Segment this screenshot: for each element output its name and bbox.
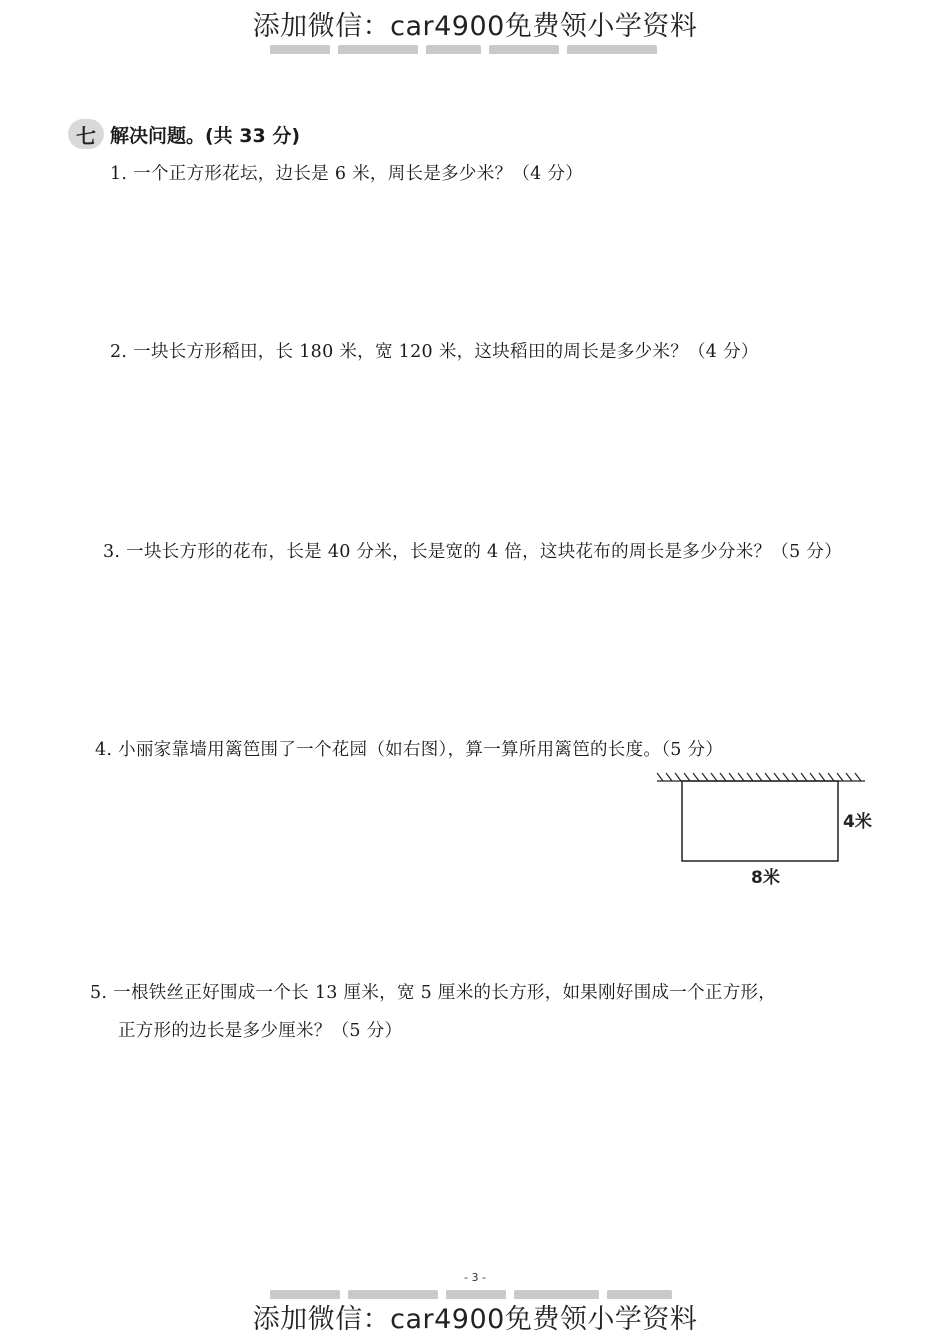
side-length-label: 4米 xyxy=(843,812,872,832)
question-1: 1. 一个正方形花坛，边长是 6 米，周长是多少米？（4 分） xyxy=(110,164,584,184)
hatch-tick xyxy=(783,773,789,781)
question-5-continuation: 正方形的边长是多少厘米？（5 分） xyxy=(118,1021,403,1041)
hatch-tick xyxy=(702,773,708,781)
watermark-bottom: 添加微信：car4900免费领小学资料 xyxy=(252,1304,698,1335)
wall-hatching xyxy=(657,773,865,781)
hatch-tick xyxy=(756,773,762,781)
hatch-tick xyxy=(693,773,699,781)
faded-header-text xyxy=(270,40,680,54)
hatch-tick xyxy=(810,773,816,781)
bottom-length-label: 8米 xyxy=(751,868,780,888)
garden-diagram xyxy=(655,768,895,898)
hatch-tick xyxy=(684,773,690,781)
hatch-tick xyxy=(747,773,753,781)
hatch-tick xyxy=(657,773,663,781)
hatch-tick xyxy=(729,773,735,781)
section-header xyxy=(68,118,300,150)
hatch-tick xyxy=(774,773,780,781)
hatch-tick xyxy=(801,773,807,781)
hatch-tick xyxy=(819,773,825,781)
watermark-top: 添加微信：car4900免费领小学资料 xyxy=(252,11,698,42)
section-number-badge: 七 xyxy=(68,119,104,149)
hatch-tick xyxy=(738,773,744,781)
hatch-tick xyxy=(846,773,852,781)
hatch-tick xyxy=(855,773,861,781)
hatch-tick xyxy=(765,773,771,781)
hatch-tick xyxy=(792,773,798,781)
hatch-tick xyxy=(837,773,843,781)
hatch-tick xyxy=(675,773,681,781)
hatch-tick xyxy=(666,773,672,781)
hatch-tick xyxy=(828,773,834,781)
section-title: 解决问题。(共 33 分) xyxy=(110,124,301,147)
hatch-tick xyxy=(711,773,717,781)
hatch-tick xyxy=(720,773,726,781)
question-2: 2. 一块长方形稻田，长 180 米，宽 120 米，这块稻田的周长是多少米？（4 分） xyxy=(110,342,759,362)
question-4: 4. 小丽家靠墙用篱笆围了一个花园（如右图），算一算所用篱笆的长度。（5 分） xyxy=(95,740,724,760)
question-3: 3. 一块长方形的花布，长是 40 分米，长是宽的 4 倍，这块花布的周长是多少分米？（5 分） xyxy=(103,542,843,562)
garden-rectangle xyxy=(682,781,838,861)
page-number: - 3 - xyxy=(464,1271,486,1284)
question-5: 5. 一根铁丝正好围成一个长 13 厘米，宽 5 厘米的长方形，如果刚好围成一个正方形， xyxy=(90,983,777,1003)
